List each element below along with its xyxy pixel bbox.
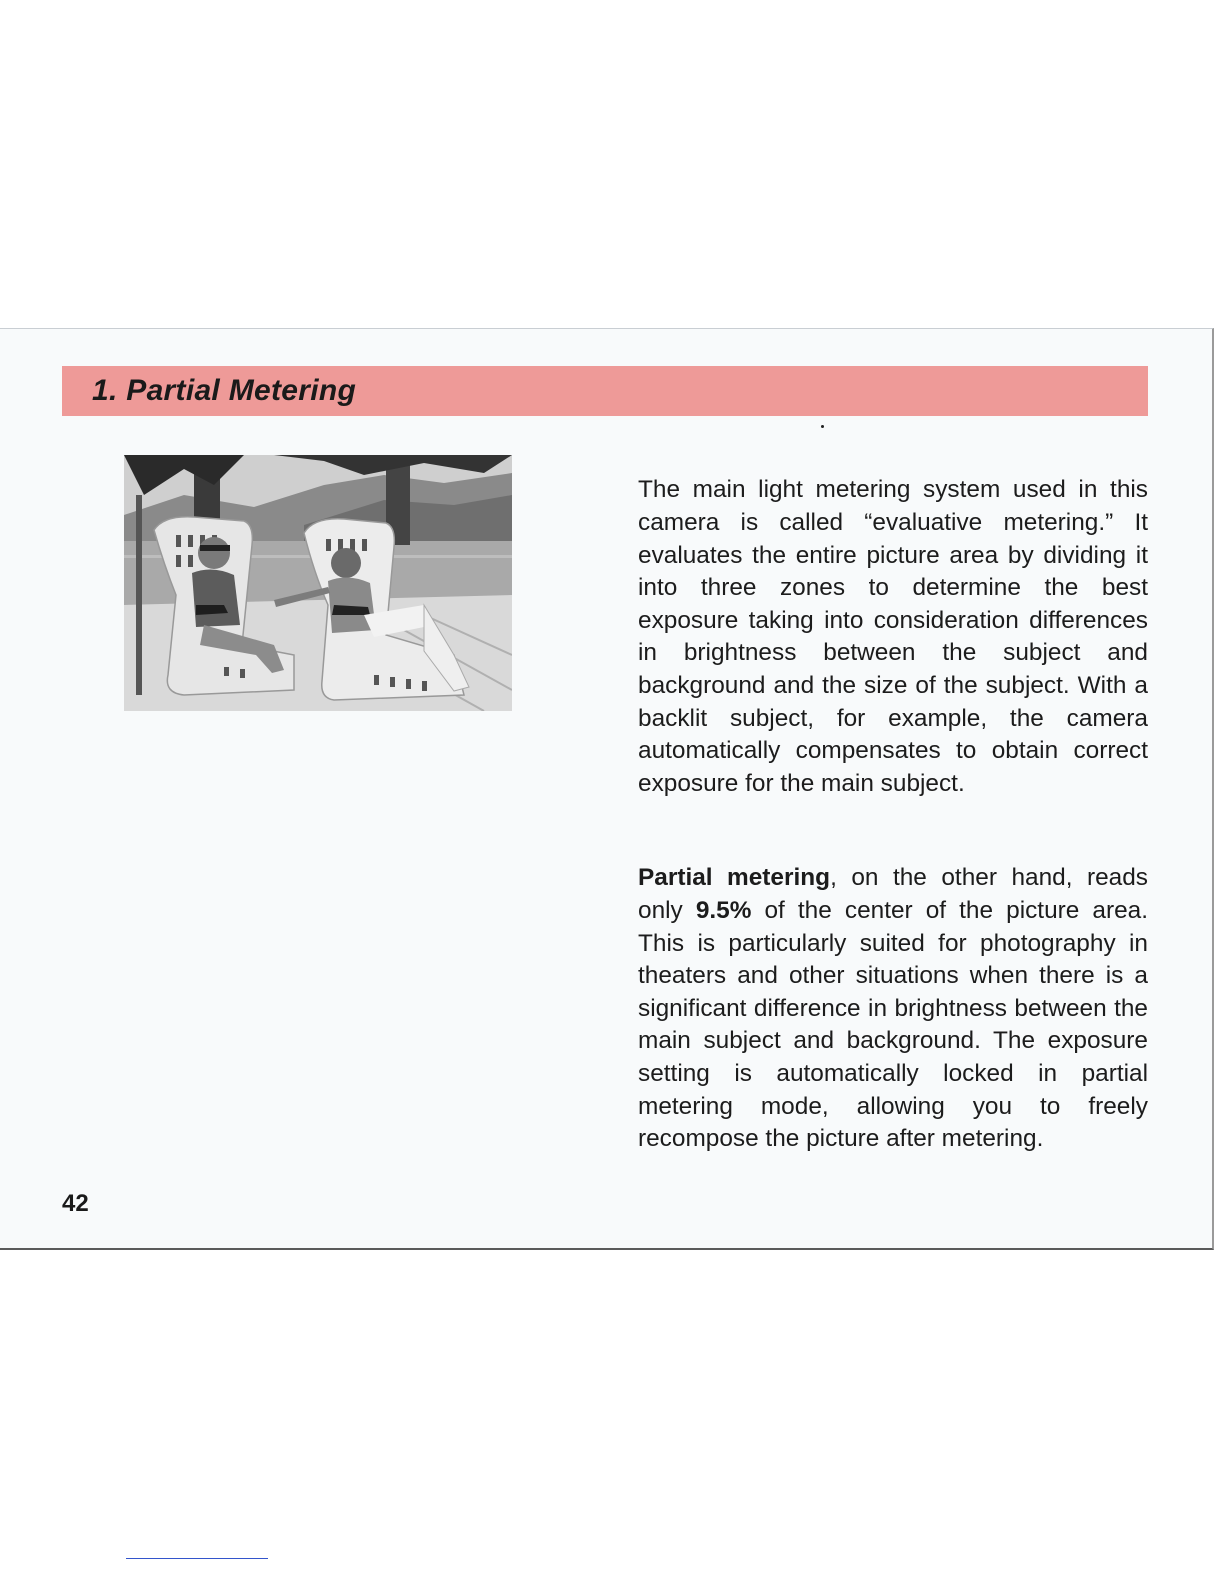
paragraph-evaluative-metering: The main light metering system used in this camera is called “evaluative metering.” It evaluates the entire picture area by dividing it into three zones to determine the best exposure taking into consideration differences in brightness between the subject and background and the size of the subject. With a backlit subject, for example, the camera automatically compensates to obtain correct exposure for the main subject. xyxy=(638,476,1148,797)
paragraph-partial-metering xyxy=(638,862,1148,1155)
section-title: 1. Partial Metering xyxy=(92,374,357,407)
paragraph2-text-b: of the center of the picture area. This is particularly suited for photography in theaters and other situations when there is a significant difference in brightness between the main subject and background. The exposure setting is automatically locked in partial metering mode, allowing you to freely recompose the picture after metering. xyxy=(638,896,1148,1153)
print-speck xyxy=(821,425,824,428)
footer-rule xyxy=(126,1558,268,1559)
paragraph2-text-a: , on the other hand, reads only xyxy=(638,864,1148,924)
section-title-band xyxy=(62,366,1148,416)
poolside-photo xyxy=(124,455,512,711)
page-number: 42 xyxy=(62,1190,89,1217)
metering-percentage: 9.5% xyxy=(695,896,752,924)
partial-metering-term: Partial metering xyxy=(638,864,831,892)
